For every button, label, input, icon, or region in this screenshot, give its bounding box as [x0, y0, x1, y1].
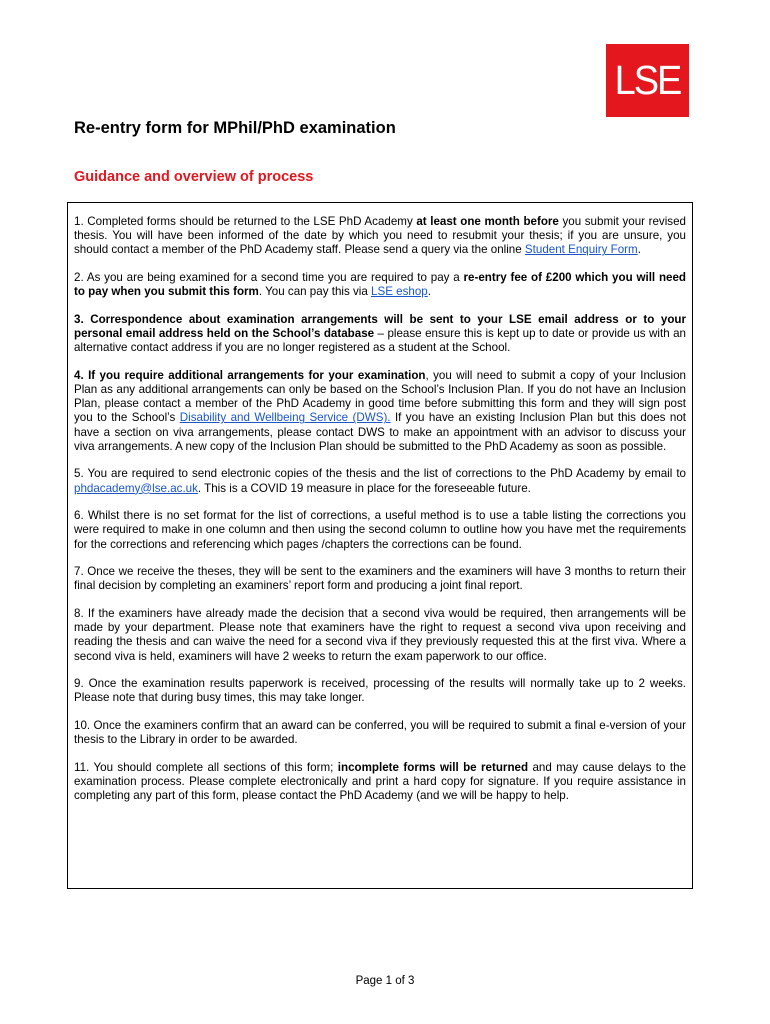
- guidance-item-4: 4. If you require additional arrangements for your examination, you will need to submit a copy of your Inclusion Plan as any additional arrangements can only be based on the School’s Inclusion Plan. If you do not have an Inclusion Plan, please contact a member of the PhD Academy in good time before submitting this form and they will sign post you to the School’s Disability and Wellbeing Service (DWS). If you have an existing Inclusion Plan but this does not have a section on viva arrangements, please contact DWS to make an appointment with an advisor to discuss your viva arrangements. A new copy of the Inclusion Plan should be submitted to the PhD Academy as soon as possible.: [74, 368, 686, 453]
- page-title: Re-entry form for MPhil/PhD examination: [74, 119, 396, 137]
- guidance-item-6: 6. Whilst there is no set format for the list of corrections, a useful method is to use a table listing the corrections you were required to make in one column and then using the second column to outline how you have met the requirements for the corrections and referencing which pages /chapters the corrections can be found.: [74, 509, 686, 551]
- lse-eshop-link[interactable]: LSE eshop: [371, 285, 428, 299]
- guidance-item-1: 1. Completed forms should be returned to the LSE PhD Academy at least one month before you submit your revised thesis. You will have been informed of the date by which you need to resubmit your thesis; if you are unsure, you should contact a member of the PhD Academy staff. Please send a query via the online Student Enquiry Form.: [74, 215, 686, 257]
- phdacademy-email-link[interactable]: phdacademy@lse.ac.uk: [74, 481, 198, 495]
- page-number: Page 1 of 3: [355, 975, 415, 987]
- guidance-item-8: 8. If the examiners have already made the decision that a second viva would be required, then arrangements will be made by your department. Please note that examiners have the right to request a second viva upon receiving and reading the thesis and can waive the need for a second viva if they previously requested this at the first viva. Where a second viva is held, examiners will have 2 weeks to return the exam paperwork to our office.: [74, 607, 686, 663]
- dws-link[interactable]: Disability and Wellbeing Service (DWS).: [179, 411, 391, 425]
- guidance-item-2: 2. As you are being examined for a second time you are required to pay a re-entry fee of £200 which you will need to pay when you submit this form. You can pay this via LSE eshop.: [74, 271, 687, 299]
- guidance-item-5: 5. You are required to send electronic copies of the thesis and the list of corrections to the PhD Academy by email to phdacademy@lse.ac.uk. This is a COVID 19 measure in place for the foreseeable future.: [74, 467, 686, 495]
- guidance-item-10: 10. Once the examiners confirm that an award can be conferred, you will be required to submit a final e-version of your thesis to the Library in order to be awarded.: [74, 719, 686, 747]
- guidance-item-9: 9. Once the examination results paperwork is received, processing of the results will normally take up to 2 weeks. Please note that during busy times, this may take longer.: [74, 677, 686, 705]
- section-heading: Guidance and overview of process: [74, 169, 314, 185]
- guidance-box: [67, 202, 693, 889]
- guidance-item-11: 11. You should complete all sections of this form; incomplete forms will be returned and may cause delays to the examination process. Please complete electronically and print a hard copy for signature. If you require assistance in completing any part of this form, please contact the PhD Academy (and we will be happy to help.: [74, 760, 687, 803]
- guidance-item-7: 7. Once we receive the theses, they will be sent to the examiners and the examiners will have 3 months to return their final decision by completing an examiners’ report form and producing a joint final report.: [74, 565, 686, 593]
- lse-logo: [606, 44, 689, 117]
- student-enquiry-form-link[interactable]: Student Enquiry Form: [524, 243, 638, 257]
- guidance-item-3: 3. Correspondence about examination arrangements will be sent to your LSE email address or to your personal email address held on the School’s database – please ensure this is kept up to date or provide us with an alternative contact address if you are no longer registered as a student at the School.: [74, 312, 686, 355]
- logo-text: LSE: [614, 58, 681, 104]
